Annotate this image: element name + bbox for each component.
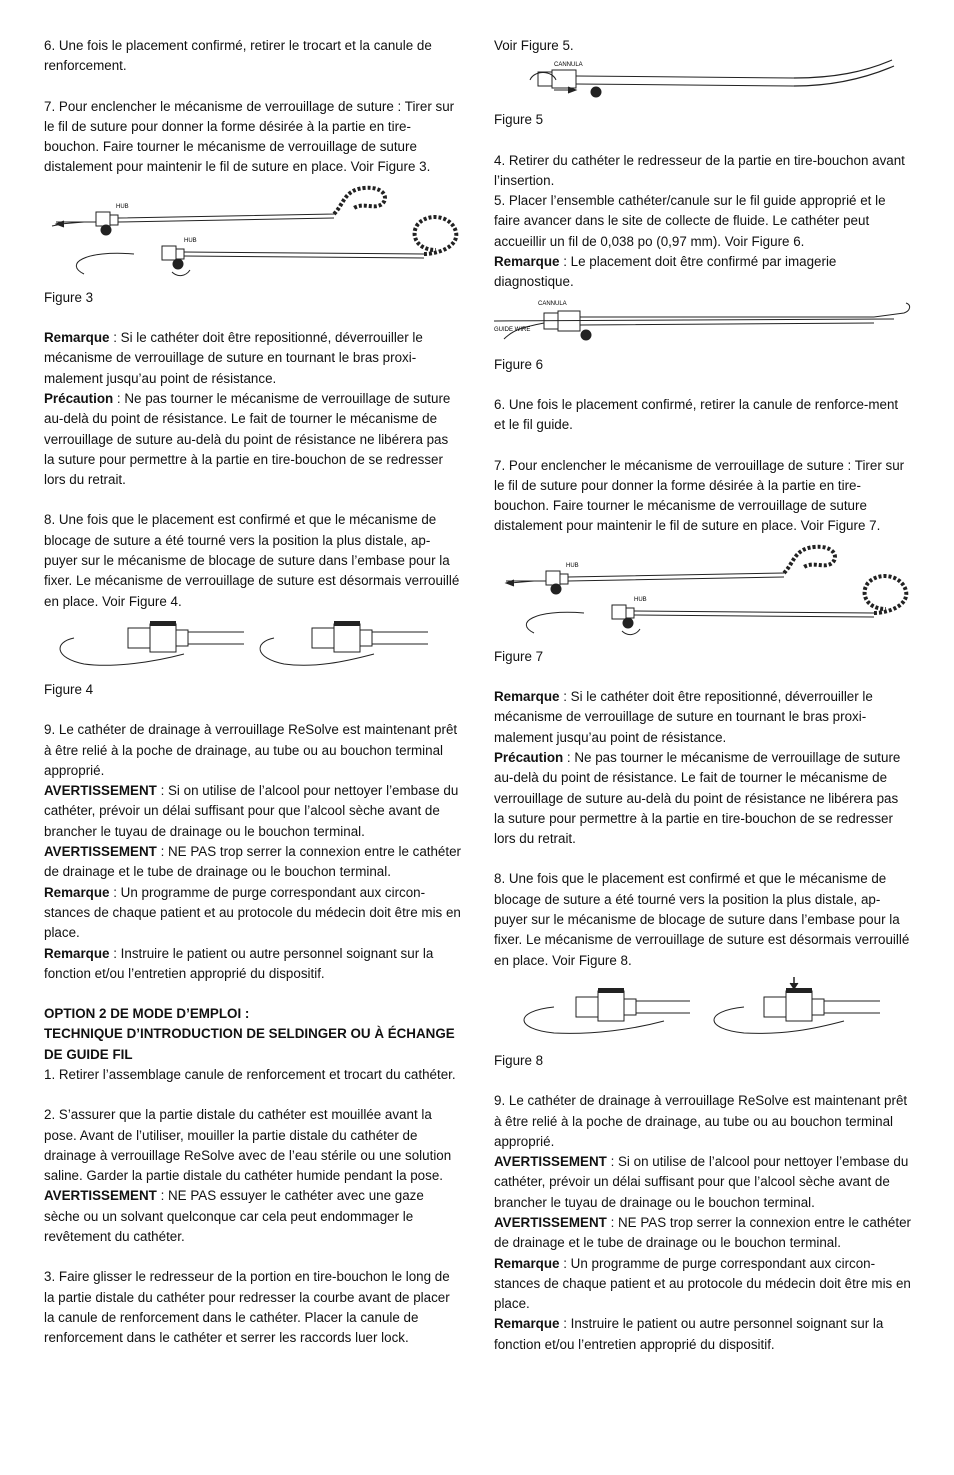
hub-label: HUB <box>634 596 647 603</box>
figure-7-drawing <box>494 543 914 641</box>
figure-8 <box>494 977 912 1045</box>
figure-7 <box>494 543 912 641</box>
avertissement-paragraph: AVERTISSEMENT : NE PAS trop serrer la connexion entre le cathéter de drainage et le tube de drainage ou le bouchon terminal. <box>494 1214 912 1251</box>
remarque-paragraph: Remarque : Instruire le patient ou autre personnel soignant sur la fonction et/ou l’entretien approprié du dispositif. <box>44 945 434 981</box>
figure-4-caption: Figure 4 <box>44 681 94 697</box>
step-9: 9. Le cathéter de drainage à verrouillage ReSolve est maintenant prêt à être relié à la poche de drainage, au tube ou au bouchon terminal approprié. <box>494 1093 908 1149</box>
step-6: 6. Une fois le placement confirmé, retirer le trocart et la canule de renforcement. <box>44 38 432 74</box>
remarque-label: Remarque <box>44 330 110 346</box>
remarque-label: Remarque <box>494 1255 560 1271</box>
step-6: 6. Une fois le placement confirmé, retirer la canule de renforce-ment et le fil guide. <box>494 396 899 433</box>
figure-8-drawing <box>494 977 914 1045</box>
cannula-label: CANNULA <box>554 62 583 69</box>
step-7: 7. Pour enclencher le mécanisme de verrouillage de suture : Tirer sur le fil de suture pour donner la forme désirée à la partie en tire-bouchon. Faire tourner le mécanisme de verrouillage de suture distalement pour maintenir le fil de suture en place. Voir Figure 7. <box>494 457 905 534</box>
option-heading: OPTION 2 DE MODE D’EMPLOI : <box>44 1006 250 1022</box>
figure-5 <box>494 56 912 104</box>
precaution-label: Précaution <box>494 749 564 765</box>
option-step-1: 1. Retirer l’assemblage canule de renforcement et trocart du cathéter. <box>44 1066 456 1082</box>
step-8: 8. Une fois que le placement est confirmé et que le mécanisme de blocage de suture a été tourné vers la position la plus distale, ap-puyer sur le mécanisme de blocage de suture dans l’embase pour la fixer. Le mécanisme de verrouillage de suture est désormais verrouillé en place. Voir Figure 8. <box>494 871 910 968</box>
remarque-paragraph: Remarque : Instruire le patient ou autre personnel soignant sur la fonction et/ou l’entretien approprié du dispositif. <box>494 1316 884 1352</box>
avertissement-label: AVERTISSEMENT <box>44 783 157 799</box>
step-4: 4. Retirer du cathéter le redresseur de la partie en tire-bouchon avant l’insertion. <box>494 152 905 188</box>
option-step-3: 3. Faire glisser le redresseur de la portion en tire-bouchon le long de la partie distale du cathéter pour redresser la courbe avant de placer la canule de renforcement dans le cathéter. Placer la canule de renforcement dans le cathéter et serrer les raccords luer lock. <box>44 1269 450 1346</box>
remarque-paragraph: Remarque : Le placement doit être confirmé par imagerie diagnostique. <box>494 254 837 290</box>
avertissement-label: AVERTISSEMENT <box>44 1188 157 1204</box>
precaution-paragraph: Précaution : Ne pas tourner le mécanisme de verrouillage de suture au-delà du point de résistance. Le fait de tourner le mécanisme de verrouillage de suture au-delà du point de résistance ne libérera pas la suture pour permettre à la partie en tire-bouchon de se redresser lors du retrait. <box>44 390 451 488</box>
figure-5-caption: Figure 5 <box>494 112 544 128</box>
step-7: 7. Pour enclencher le mécanisme de verrouillage de suture : Tirer sur le fil de suture pour donner la forme désirée à la partie en tire-bouchon. Faire tourner le mécanisme de verrouillage de suture distalement pour maintenir le fil de suture en place. Voir Figure 3. <box>44 98 455 175</box>
guide-wire-label: GUIDE WIRE <box>494 326 531 333</box>
hub-label: HUB <box>116 203 129 210</box>
figure-5-drawing <box>494 56 914 104</box>
cannula-label: CANNULA <box>538 300 567 307</box>
remarque-paragraph: Remarque : Un programme de purge correspondant aux circon-stances de chaque patient et au protocole du médecin doit être mis en place. <box>494 1255 911 1312</box>
figure-3-drawing <box>44 184 464 282</box>
voir-figure-5: Voir Figure 5. <box>494 38 574 53</box>
step-8: 8. Une fois que le placement est confirmé et que le mécanisme de blocage de suture a été tourné vers la position la plus distale, ap-puyer sur le mécanisme de blocage de suture dans l’embase pour la fixer. Le mécanisme de verrouillage de suture est désormais verrouillé en place. Voir Figure 4. <box>44 512 460 609</box>
option-subheading: TECHNIQUE D’INTRODUCTION DE SELDINGER OU À ÉCHANGE DE GUIDE FIL <box>44 1026 455 1062</box>
remarque-paragraph: Remarque : Si le cathéter doit être repositionné, déverrouiller le mécanisme de verrouillage de suture en tournant le bras proxi-malement jusqu’au point de résistance. <box>44 330 423 386</box>
avertissement-paragraph: AVERTISSEMENT : Si on utilise de l’alcool pour nettoyer l’embase du cathéter, prévoir un délai suffisant pour que l’alcool sèche avant de brancher le tuyau de drainage ou le bouchon terminal. <box>44 783 459 839</box>
right-column <box>494 36 912 1355</box>
avertissement-label: AVERTISSEMENT <box>494 1214 607 1230</box>
figure-3 <box>44 184 462 282</box>
avertissement-paragraph: AVERTISSEMENT : NE PAS trop serrer la connexion entre le cathéter de drainage et le tube de drainage ou le bouchon terminal. <box>44 844 462 880</box>
hub-label: HUB <box>184 237 197 244</box>
figure-3-caption: Figure 3 <box>44 289 94 305</box>
remarque-label: Remarque <box>494 1316 560 1332</box>
avertissement-paragraph: AVERTISSEMENT : Si on utilise de l’alcool pour nettoyer l’embase du cathéter, prévoir un délai suffisant pour que l’alcool sèche avant de brancher le tuyau de drainage ou le bouchon terminal. <box>494 1154 909 1210</box>
figure-4-drawing <box>44 618 464 674</box>
avertissement-label: AVERTISSEMENT <box>494 1154 607 1170</box>
figure-4 <box>44 618 462 674</box>
figure-6-caption: Figure 6 <box>494 356 544 372</box>
option-step-2: 2. S’assurer que la partie distale du cathéter est mouillée avant la pose. Avant de l’utiliser, mouiller la partie distale du cathéter de drainage à verrouillage ReSolve avec de l’eau stérile ou une solution saline. Garder la partie distale du cathéter humide pendant la pose. <box>44 1107 452 1184</box>
remarque-paragraph: Remarque : Si le cathéter doit être repositionné, déverrouiller le mécanisme de verrouillage de suture en tournant le bras proxi-malement jusqu’au point de résistance. <box>494 689 873 745</box>
hub-label: HUB <box>566 562 579 569</box>
figure-7-caption: Figure 7 <box>494 648 544 664</box>
step-5: 5. Placer l’ensemble cathéter/canule sur le fil guide approprié et le faire avancer dans le site de collecte de fluide. Le cathéter peut accueillir un fil de 0,038 po (0,97 mm). Voir Figure 6. <box>494 193 886 249</box>
precaution-paragraph: Précaution : Ne pas tourner le mécanisme de verrouillage de suture au-delà du point de résistance. Le fait de tourner le mécanisme de verrouillage de suture au-delà du point de résistance ne libérera pas la suture pour permettre à la partie en tire-bouchon de se redresser lors du retrait. <box>494 749 901 847</box>
avertissement-paragraph: AVERTISSEMENT : NE PAS essuyer le cathéter avec une gaze sèche ou un solvant quelconque car cela peut endommager le revêtement du cathéter. <box>44 1188 424 1245</box>
left-column <box>44 36 462 1349</box>
figure-6-drawing <box>494 299 914 349</box>
remarque-label: Remarque <box>44 945 110 961</box>
remarque-label: Remarque <box>494 689 560 705</box>
step-9: 9. Le cathéter de drainage à verrouillage ReSolve est maintenant prêt à être relié à la poche de drainage, au tube ou au bouchon terminal approprié. <box>44 722 458 778</box>
precaution-label: Précaution <box>44 390 114 406</box>
remarque-paragraph: Remarque : Un programme de purge correspondant aux circon-stances de chaque patient et au protocole du médecin doit être mis en place. <box>44 884 461 941</box>
remarque-label: Remarque <box>494 254 560 270</box>
figure-6 <box>494 299 912 349</box>
remarque-label: Remarque <box>44 884 110 900</box>
avertissement-label: AVERTISSEMENT <box>44 844 157 860</box>
figure-8-caption: Figure 8 <box>494 1052 544 1068</box>
